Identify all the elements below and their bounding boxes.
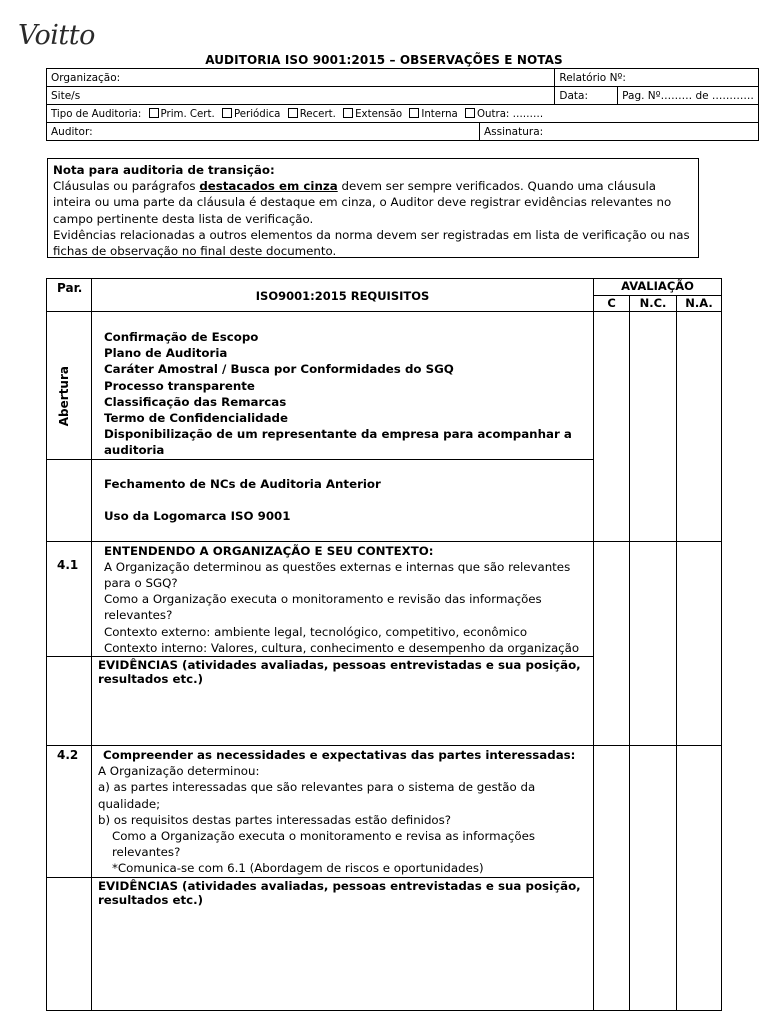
avaliacao-header: AVALIAÇÃO (594, 279, 722, 296)
tipo-option: Interna (421, 108, 458, 120)
note-highlight: destacados em cinza (199, 179, 338, 194)
question-text: Como a Organização executa o monitoramento e revisão das informações relevantes? (103, 592, 542, 623)
question-text: A Organização determinou as questões externas e internas que são relevantes para o SGQ? (103, 559, 571, 591)
note-paragraph-1: Cláusulas ou parágrafos destacados em cinza devem ser sempre verificados. Quando uma cláusula inteira ou uma parte da cláusula é destaque em cinza, o Auditor deve registrar evidências relevantes no campo pertinente desta lista de verificação. (53, 179, 672, 226)
auditor-field[interactable]: Auditor: (47, 123, 480, 141)
checkbox-icon[interactable] (288, 108, 298, 118)
c-cell[interactable] (594, 312, 630, 542)
tipo-option: Outra: ……… (477, 108, 544, 120)
na-header: N.A. (677, 296, 722, 312)
fechamento-item: Fechamento de NCs de Auditoria Anterior (103, 476, 381, 491)
tipo-auditoria-label: Tipo de Auditoria: (51, 108, 142, 120)
question-text: Como a Organização executa o monitoramento e revisa as informações relevantes? (111, 829, 535, 860)
section-4-2 (91, 746, 593, 878)
requirements-table (46, 278, 722, 1011)
checkbox-icon[interactable] (149, 108, 159, 118)
na-cell[interactable] (677, 746, 722, 1011)
logomarca-item: Uso da Logomarca ISO 9001 (103, 508, 291, 523)
question-text: Contexto interno: Valores, cultura, conhecimento e desempenho da organização (103, 640, 580, 655)
transition-note (47, 158, 699, 258)
tipo-auditoria-row (47, 105, 759, 123)
tipo-option: Recert. (299, 108, 336, 120)
site-field[interactable]: Site/s (47, 87, 555, 105)
evidencias-field[interactable]: EVIDÊNCIAS (atividades avaliadas, pessoas entrevistadas e sua posição, resultados etc.) (91, 657, 593, 746)
abertura-cell (47, 312, 92, 460)
nc-cell[interactable] (630, 746, 677, 1011)
requisitos-header: ISO9001:2015 REQUISITOS (91, 279, 593, 312)
par-header: Par. (47, 279, 92, 312)
question-text: a) as partes interessadas que são relevantes para o sistema de gestão da qualidade; (97, 780, 536, 811)
list-item: Processo transparente (103, 378, 255, 393)
c-cell[interactable] (594, 541, 630, 745)
question-text: Contexto externo: ambiente legal, tecnológico, competitivo, econômico (103, 624, 528, 639)
header-table (46, 68, 759, 141)
document-title: AUDITORIA ISO 9001:2015 – OBSERVAÇÕES E NOTAS (205, 53, 563, 67)
na-cell[interactable] (677, 541, 722, 745)
tipo-option: Periódica (233, 108, 281, 120)
section-heading: Compreender as necessidades e expectativas das partes interessadas: (102, 748, 576, 763)
fechamento-cell (91, 459, 593, 541)
list-item: Disponibilização de um representante da empresa para acompanhar a auditoria (103, 427, 572, 458)
list-item: Plano de Auditoria (103, 346, 228, 361)
section-4-1 (91, 541, 593, 656)
evidencias-par-cell (47, 657, 92, 746)
note-heading: Nota para auditoria de transição: (53, 163, 275, 177)
list-item: Confirmação de Escopo (103, 330, 259, 344)
question-text: b) os requisitos destas partes interessadas estão definidos? (97, 812, 452, 827)
note-paragraph-2: Evidências relacionadas a outros elementos da norma devem ser registradas em lista de verificação ou nas fichas de observação no final deste documento. (53, 227, 690, 259)
pag-field[interactable]: Pag. Nº……… de ………… (618, 87, 759, 105)
list-item: Classificação das Remarcas (103, 394, 287, 409)
checkbox-icon[interactable] (409, 108, 419, 118)
organizacao-field[interactable]: Organização: (47, 69, 555, 87)
list-item: Caráter Amostral / Busca por Conformidades do SGQ (103, 362, 454, 377)
question-text: A Organização determinou: (97, 764, 260, 779)
abertura-items (91, 312, 593, 460)
checkbox-icon[interactable] (222, 108, 232, 118)
c-header: C (594, 296, 630, 312)
data-field[interactable]: Data: (555, 87, 618, 105)
evidencias-par-cell (47, 877, 92, 1010)
abertura-label: Abertura (57, 366, 71, 427)
assinatura-field[interactable]: Assinatura: (479, 123, 758, 141)
question-text: *Comunica-se com 6.1 (Abordagem de riscos e oportunidades) (111, 861, 484, 876)
evidencias-field[interactable]: EVIDÊNCIAS (atividades avaliadas, pessoas entrevistadas e sua posição, resultados etc.) (91, 877, 593, 1010)
section-heading: ENTENDENDO A ORGANIZAÇÃO E SEU CONTEXTO: (103, 543, 434, 558)
list-item: Termo de Confidencialidade (103, 411, 289, 426)
nc-cell[interactable] (630, 312, 677, 542)
nc-cell[interactable] (630, 541, 677, 745)
relatorio-field[interactable]: Relatório Nº: (555, 69, 759, 87)
tipo-option: Extensão (355, 108, 403, 120)
na-cell[interactable] (677, 312, 722, 542)
fechamento-par-cell (47, 459, 92, 541)
checkbox-icon[interactable] (465, 108, 475, 118)
voitto-logo: Voitto (18, 20, 95, 51)
section-number: 4.1 (47, 541, 92, 656)
c-cell[interactable] (594, 746, 630, 1011)
section-number: 4.2 (47, 746, 92, 878)
checkbox-icon[interactable] (343, 108, 353, 118)
tipo-option: Prim. Cert. (160, 108, 215, 120)
nc-header: N.C. (630, 296, 677, 312)
